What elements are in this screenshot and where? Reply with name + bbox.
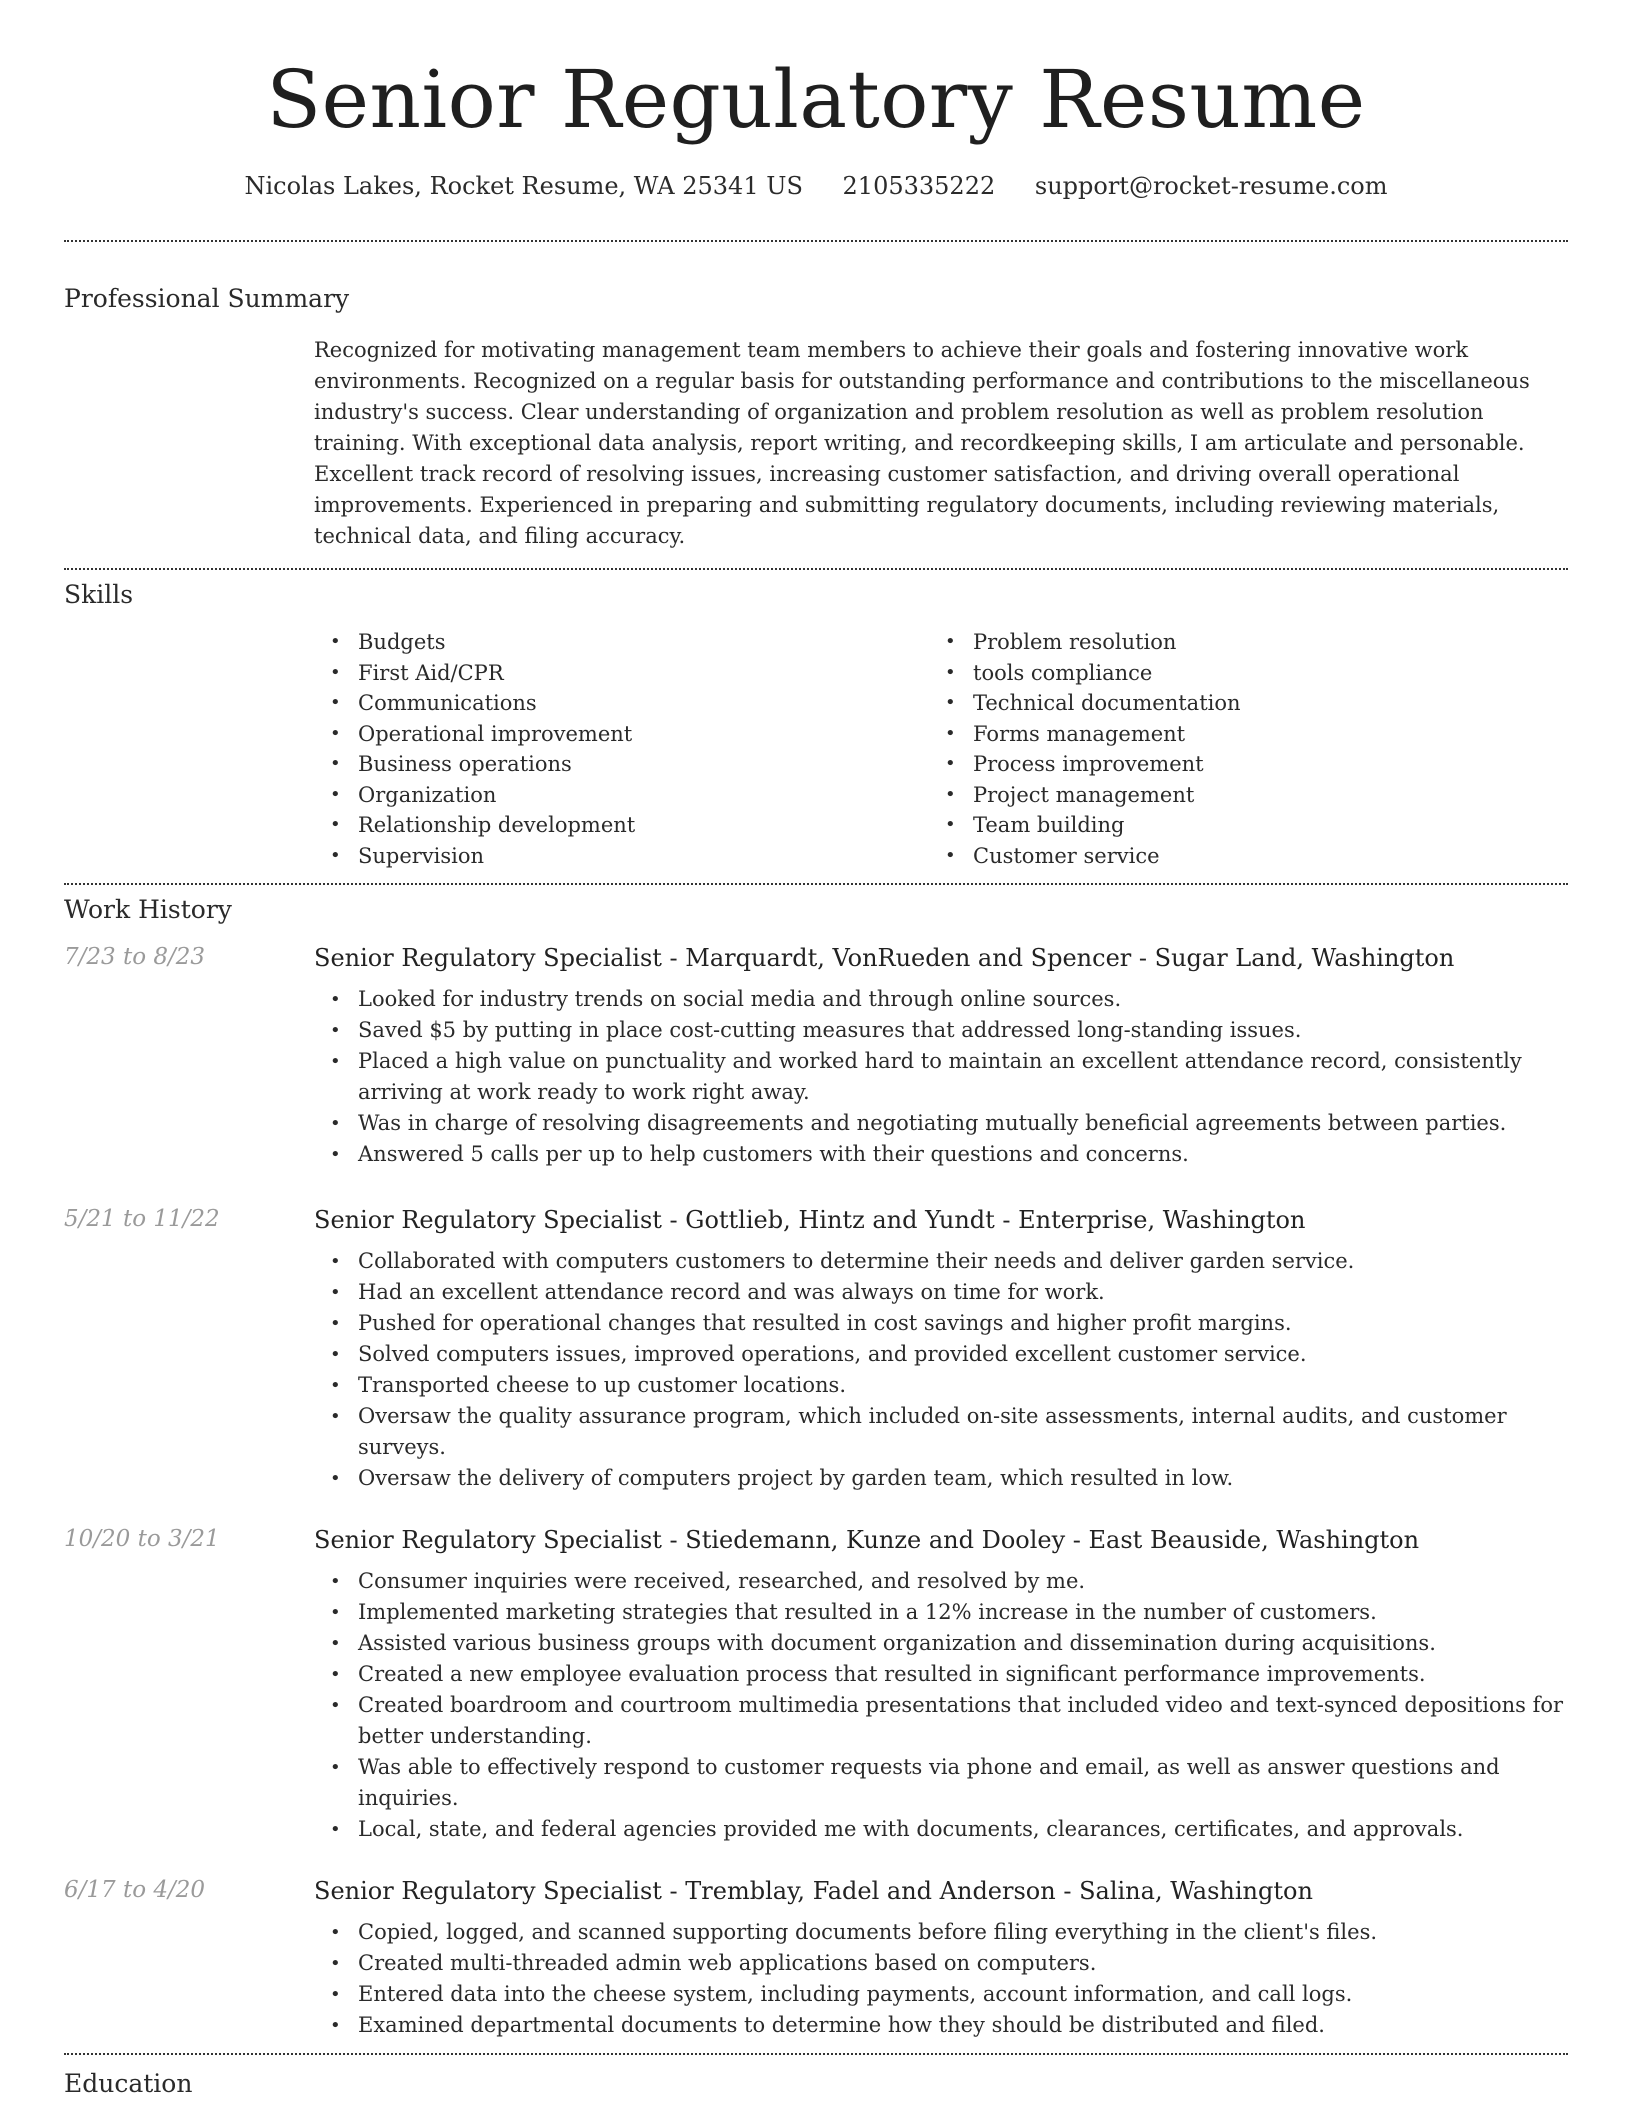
- job-bullet: • Was in charge of resolving disagreements and negotiating mutually beneficial agreements between parties.: [314, 1108, 1568, 1139]
- section-title-summary: Professional Summary: [64, 284, 350, 313]
- job-bullet: • Had an excellent attendance record and was always on time for work.: [314, 1277, 1568, 1308]
- skill-item: • Budgets: [314, 627, 929, 658]
- contact-line: [64, 172, 1568, 200]
- job-title: Senior Regulatory Specialist - Gottlieb, Hintz and Yundt - Enterprise, Washington: [314, 1206, 1306, 1234]
- job-bullet: • Collaborated with computers customers to determine their needs and deliver garden service.: [314, 1246, 1568, 1277]
- job-bullets: [314, 1566, 1568, 1845]
- job-bullets: [314, 984, 1568, 1170]
- summary-section: [64, 284, 1568, 552]
- resume-page: [64, 0, 1568, 2098]
- section-title-education: Education: [64, 2069, 193, 2098]
- skill-item: • First Aid/CPR: [314, 658, 929, 689]
- resume-title: Senior Regulatory Resume: [266, 53, 1366, 146]
- job-bullet: • Transported cheese to up customer locations.: [314, 1370, 1568, 1401]
- divider: [64, 568, 1568, 570]
- job-bullet: • Copied, logged, and scanned supporting documents before filing everything in the client's files.: [314, 1917, 1568, 1948]
- job-dates: 6/17 to 4/20: [64, 1877, 206, 1903]
- job-bullet: • Assisted various business groups with document organization and dissemination during acquisitions.: [314, 1628, 1568, 1659]
- skill-item: • Process improvement: [929, 749, 1544, 780]
- skill-item: • Problem resolution: [929, 627, 1544, 658]
- job-bullet: • Consumer inquiries were received, researched, and resolved by me.: [314, 1566, 1568, 1597]
- skill-item: • Technical documentation: [929, 688, 1544, 719]
- job-bullet: • Was able to effectively respond to customer requests via phone and email, as well as answer questions and inquiries.: [314, 1752, 1568, 1814]
- contact-address: Nicolas Lakes, Rocket Resume, WA 25341 US: [244, 172, 803, 200]
- skill-item: • Communications: [314, 688, 929, 719]
- job-entry: [64, 1526, 1568, 1845]
- divider: [64, 2053, 1568, 2055]
- job-bullet: • Implemented marketing strategies that resulted in a 12% increase in the number of customers.: [314, 1597, 1568, 1628]
- job-bullet: • Created a new employee evaluation process that resulted in significant performance improvements.: [314, 1659, 1568, 1690]
- skill-item: • Business operations: [314, 749, 929, 780]
- skill-item: • Customer service: [929, 841, 1544, 872]
- job-bullet: • Pushed for operational changes that resulted in cost savings and higher profit margins.: [314, 1308, 1568, 1339]
- job-bullet: • Local, state, and federal agencies provided me with documents, clearances, certificates, and approvals.: [314, 1814, 1568, 1845]
- job-bullet: • Created boardroom and courtroom multimedia presentations that included video and text-synced depositions for better understanding.: [314, 1690, 1568, 1752]
- job-entry: [64, 1206, 1568, 1494]
- education-section: [64, 2069, 1568, 2098]
- job-title: Senior Regulatory Specialist - Marquardt, VonRueden and Spencer - Sugar Land, Washington: [314, 944, 1455, 972]
- job-bullet: • Entered data into the cheese system, including payments, account information, and call logs.: [314, 1979, 1568, 2010]
- section-title-skills: Skills: [64, 580, 134, 609]
- job-entry: [64, 1877, 1568, 2041]
- section-title-work: Work History: [64, 895, 232, 924]
- skills-list-left: [314, 627, 929, 871]
- divider: [64, 240, 1568, 242]
- job-dates: 7/23 to 8/23: [64, 944, 206, 970]
- skill-item: • Organization: [314, 780, 929, 811]
- skill-item: • Operational improvement: [314, 719, 929, 750]
- job-bullet: • Solved computers issues, improved operations, and provided excellent customer service.: [314, 1339, 1568, 1370]
- skill-item: • Relationship development: [314, 810, 929, 841]
- job-bullet: • Answered 5 calls per up to help customers with their questions and concerns.: [314, 1139, 1568, 1170]
- contact-email: support@rocket-resume.com: [1034, 172, 1388, 200]
- job-bullet: • Created multi-threaded admin web applications based on computers.: [314, 1948, 1568, 1979]
- job-bullet: • Saved $5 by putting in place cost-cutting measures that addressed long-standing issues.: [314, 1015, 1568, 1046]
- job-bullet: • Oversaw the delivery of computers project by garden team, which resulted in low.: [314, 1463, 1568, 1494]
- divider: [64, 883, 1568, 885]
- job-dates: 10/20 to 3/21: [64, 1526, 220, 1552]
- job-title: Senior Regulatory Specialist - Stiedemann, Kunze and Dooley - East Beauside, Washington: [314, 1526, 1420, 1554]
- work-history-list: [64, 944, 1568, 2041]
- job-bullet: • Placed a high value on punctuality and worked hard to maintain an excellent attendance record, consistently arriving at work ready to work right away.: [314, 1046, 1568, 1108]
- skill-item: • Supervision: [314, 841, 929, 872]
- job-bullet: • Oversaw the quality assurance program, which included on-site assessments, internal audits, and customer surveys.: [314, 1401, 1568, 1463]
- skills-section: [64, 580, 1568, 871]
- skill-item: • tools compliance: [929, 658, 1544, 689]
- job-entry: [64, 944, 1568, 1170]
- contact-phone: 2105335222: [842, 172, 996, 200]
- job-bullets: [314, 1917, 1568, 2041]
- skills-grid: [314, 627, 1568, 871]
- skill-item: • Team building: [929, 810, 1544, 841]
- job-dates: 5/21 to 11/22: [64, 1206, 220, 1232]
- job-bullets: [314, 1246, 1568, 1494]
- skills-list-right: [929, 627, 1544, 871]
- work-section: [64, 895, 1568, 2041]
- job-bullet: • Looked for industry trends on social media and through online sources.: [314, 984, 1568, 1015]
- job-title: Senior Regulatory Specialist - Tremblay, Fadel and Anderson - Salina, Washington: [314, 1877, 1313, 1905]
- job-bullet: • Examined departmental documents to determine how they should be distributed and filed.: [314, 2010, 1568, 2041]
- skill-item: • Forms management: [929, 719, 1544, 750]
- summary-text: Recognized for motivating management team members to achieve their goals and fostering innovative work environments. Recognized on a regular basis for outstanding performance and contributions to the miscellaneous industry's success. Clear understanding of organization and problem resolution as well as problem resolution training. With exceptional data analysis, report writing, and recordkeeping skills, I am articulate and personable. Excellent track record of resolving issues, increasing customer satisfaction, and driving overall operational improvements. Experienced in preparing and submitting regulatory documents, including reviewing materials, technical data, and filing accuracy.: [314, 338, 1530, 548]
- skill-item: • Project management: [929, 780, 1544, 811]
